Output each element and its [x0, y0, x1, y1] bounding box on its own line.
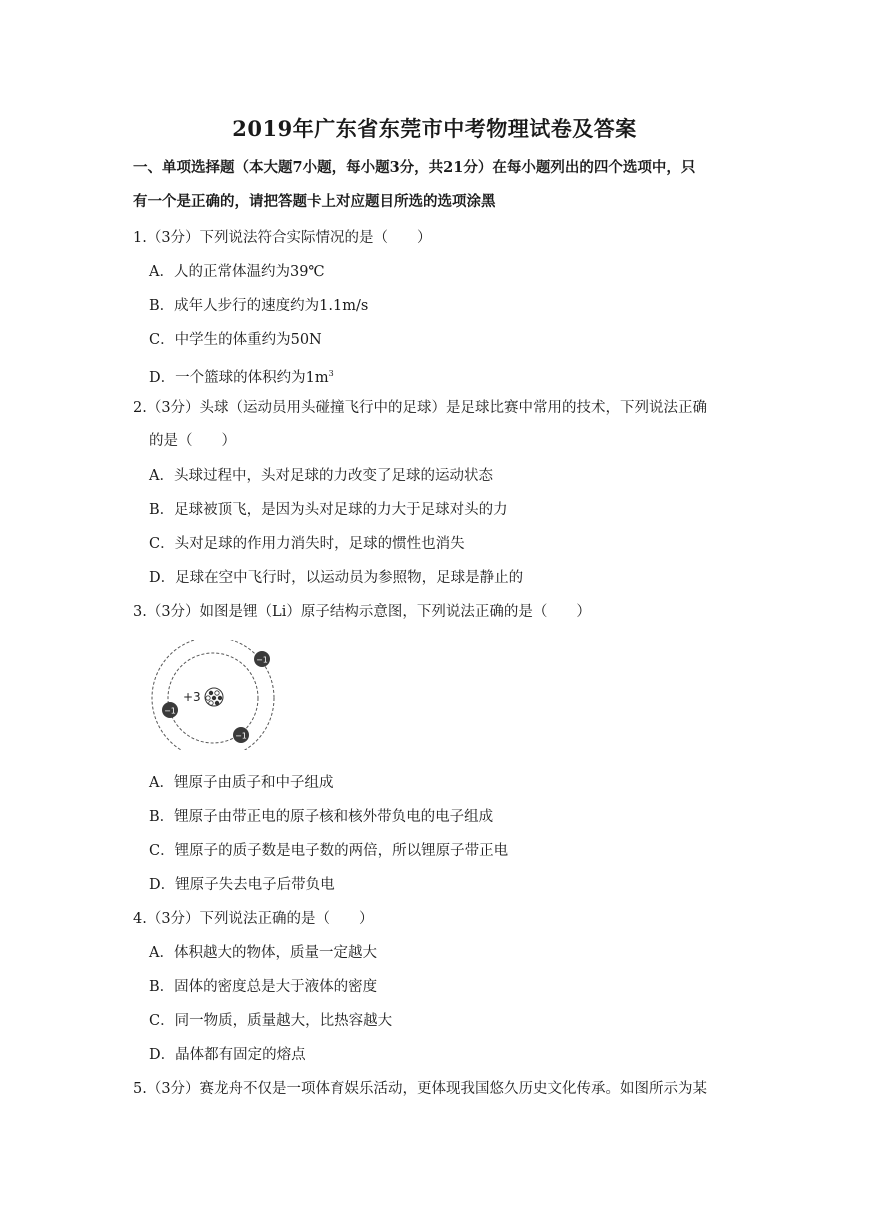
question-2-stem-line-1: 2.（3分）头球（运动员用头碰撞飞行中的足球）是足球比赛中常用的技术，下列说法正确: [133, 400, 708, 416]
question-3-option-a: A．锂原子由质子和中子组成: [149, 775, 334, 791]
question-4-option-c: C．同一物质，质量越大，比热容越大: [149, 1013, 393, 1029]
question-4-option-a: A．体积越大的物体，质量一定越大: [149, 945, 377, 961]
lithium-atom-diagram: [150, 640, 280, 750]
page-title: 2019年广东省东莞市中考物理试卷及答案: [232, 116, 637, 141]
question-1-option-d-text: D．一个篮球的体积约为1m: [149, 369, 329, 386]
electron-left: [162, 702, 178, 718]
section-heading: [133, 151, 753, 219]
nucleus: [205, 688, 223, 706]
electron-bottom-right: [233, 727, 249, 743]
question-1-stem: 1.（3分）下列说法符合实际情况的是（ ）: [133, 230, 432, 246]
question-4-option-d: D．晶体都有固定的熔点: [149, 1047, 306, 1063]
section-heading-line-1: 一、单项选择题（本大题7小题，每小题3分，共21分）在每小题列出的四个选项中，只: [133, 159, 696, 176]
question-1-option-c: C．中学生的体重约为50N: [149, 332, 322, 348]
cubic-superscript: 3: [328, 369, 334, 378]
section-heading-line-2: 有一个是正确的，请把答题卡上对应题目所选的选项涂黑: [133, 193, 496, 210]
question-1-option-a: A．人的正常体温约为39℃: [149, 264, 325, 280]
question-4-stem: 4.（3分）下列说法正确的是（ ）: [133, 911, 374, 927]
question-4-option-b: B．固体的密度总是大于液体的密度: [149, 979, 378, 995]
question-2-option-c: C．头对足球的作用力消失时，足球的惯性也消失: [149, 536, 465, 552]
question-2-option-b: B．足球被顶飞，是因为头对足球的力大于足球对头的力: [149, 502, 508, 518]
question-2-stem-line-2: 的是（ ）: [149, 433, 236, 449]
electron-charge-label: −1: [164, 706, 176, 716]
question-1-option-b: B．成年人步行的速度约为1.1m/s: [149, 298, 369, 314]
question-1-option-d: [149, 364, 334, 388]
question-5-stem: 5.（3分）赛龙舟不仅是一项体育娱乐活动，更体现我国悠久历史文化传承。如图所示为某: [133, 1081, 708, 1097]
electron-charge-label: −1: [256, 655, 268, 665]
question-3-option-d: D．锂原子失去电子后带负电: [149, 877, 335, 893]
question-2-option-a: A．头球过程中，头对足球的力改变了足球的运动状态: [149, 468, 493, 484]
question-3-option-c: C．锂原子的质子数是电子数的两倍，所以锂原子带正电: [149, 843, 509, 859]
electron-top-right: [254, 651, 270, 667]
electron-charge-label: −1: [235, 731, 247, 741]
nucleus-charge-label: +3: [183, 690, 201, 704]
question-3-option-b: B．锂原子由带正电的原子核和核外带负电的电子组成: [149, 809, 494, 825]
question-3-stem: 3.（3分）如图是锂（Li）原子结构示意图，下列说法正确的是（ ）: [133, 604, 591, 620]
question-2-option-d: D．足球在空中飞行时，以运动员为参照物，足球是静止的: [149, 570, 524, 586]
